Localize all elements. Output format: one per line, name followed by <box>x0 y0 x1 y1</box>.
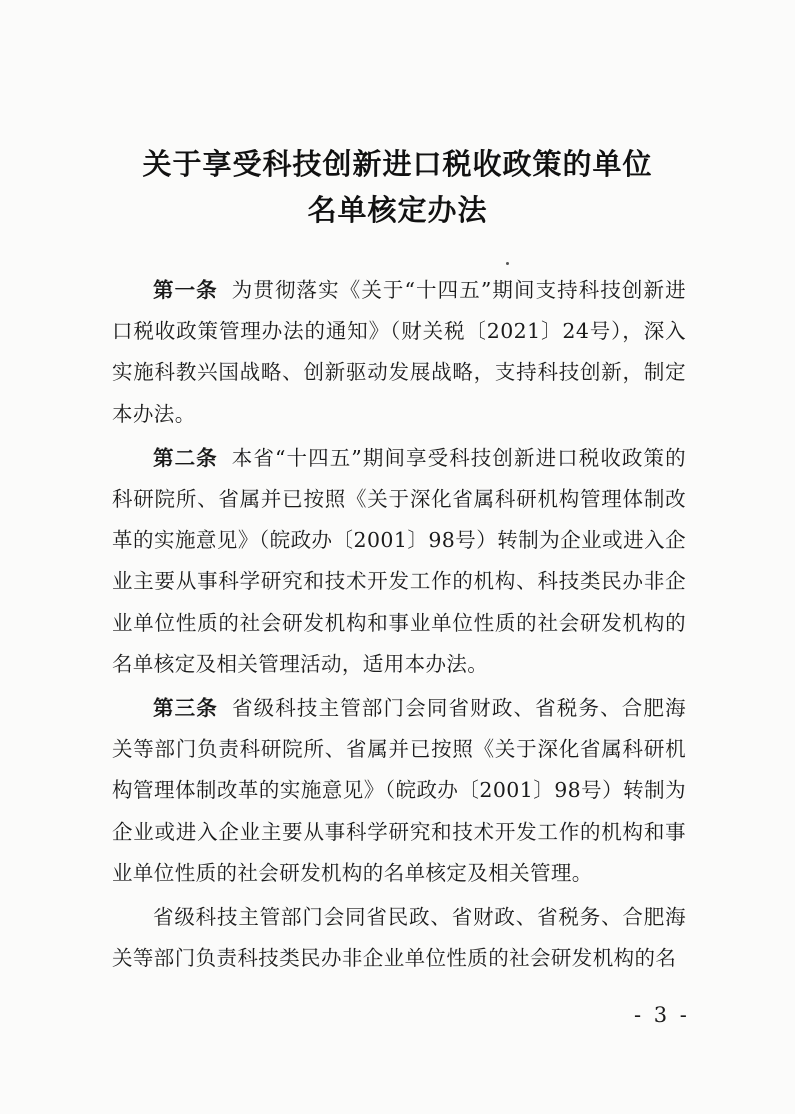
scan-speck <box>506 262 509 265</box>
article-number: 第二条 <box>153 445 218 470</box>
article-paragraph-2 <box>112 438 686 685</box>
article-number: 第三条 <box>153 696 218 721</box>
paragraph-text: 省级科技主管部门会同省民政、省财政、省税务、合肥海关等部门负责科技类民办非企业单位性质的社会研发机构的名 <box>112 905 686 971</box>
document-title-line-2: 名单核定办法 <box>307 193 488 227</box>
page-number: - 3 - <box>634 1003 690 1027</box>
document-body <box>112 270 686 982</box>
article-number: 第一条 <box>153 278 218 302</box>
document-title-line-1: 关于享受科技创新进口税收政策的单位 <box>142 147 653 181</box>
article-text: 为贯彻落实《关于“十四五”期间支持科技创新进口税收政策管理办法的通知》（财关税〔2021〕24号），深入实施科教兴国战略、创新驱动发展战略，支持科技创新，制定本办法。 <box>112 278 687 426</box>
article-text: 省级科技主管部门会同省财政、省税务、合肥海关等部门负责科研院所、省属并已按照《关于深化省属科研机构管理体制改革的实施意见》（皖政办〔2001〕98号）转制为企业或进入企业主要从事科学研究和技术开发工作的机构和事业单位性质的社会研发机构的名单核定及相关管理。 <box>112 696 686 885</box>
article-paragraph-1 <box>112 270 686 435</box>
article-text: 本省“十四五”期间享受科技创新进口税收政策的科研院所、省属并已按照《关于深化省属科研机构管理体制改革的实施意见》（皖政办〔2001〕98号）转制为企业或进入企业主要从事科学研究和技术开发工作的机构、科技类民办非企业单位性质的社会研发机构和事业单位性质的社会研发机构的名单核定及相关管理活动，适用本办法。 <box>112 445 687 676</box>
continuation-paragraph <box>112 897 686 979</box>
article-paragraph-3 <box>112 688 686 894</box>
